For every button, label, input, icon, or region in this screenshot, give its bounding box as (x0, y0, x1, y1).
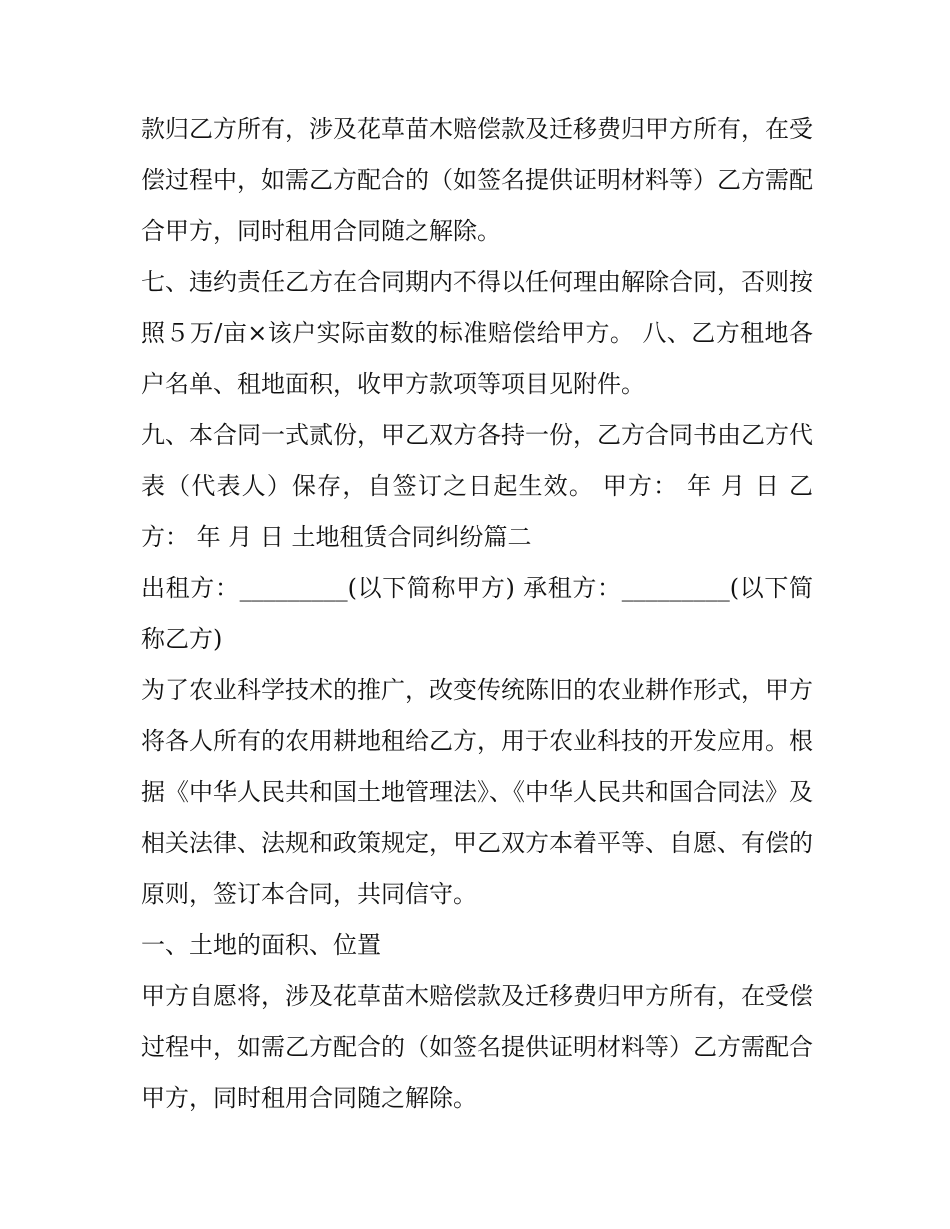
paragraph-preamble: 为了农业科学技术的推广，改变传统陈旧的农业耕作形式，甲方将各人所有的农用耕地租给乙方，用于农业科技的开发应用。根据《中华人民共和国土地管理法》、《中华人民共和国合同法》及相关法律、法规和政策规定，甲乙双方本着平等、自愿、有偿的原则，签订本合同，共同信守。 (141, 676, 813, 908)
paragraph-land-terms: 甲方自愿将，涉及花草苗木赔偿款及迁移费归甲方所有，在受偿过程中，如需乙方配合的（如签名提供证明材料等）乙方需配合甲方，同时租用合同随之解除。 (141, 982, 813, 1112)
paragraph-clause-9-copies: 九、本合同一式贰份，甲乙双方各持一份，乙方合同书由乙方代表（代表人）保存，自签订之日起生效。 甲方： 年 月 日 乙方： 年 月 日 土地租赁合同纠纷篇二 (141, 421, 813, 551)
paragraph-compensation-terms: 款归乙方所有，涉及花草苗木赔偿款及迁移费归甲方所有，在受偿过程中，如需乙方配合的（如签名提供证明材料等）乙方需配合甲方，同时租用合同随之解除。 (141, 115, 813, 245)
document-body (141, 104, 813, 1124)
paragraph-clause-7-breach: 七、违约责任乙方在合同期内不得以任何理由解除合同，否则按照５万/亩×该户实际亩数的标准赔偿给甲方。 八、乙方租地各户名单、租地面积，收甲方款项等项目见附件。 (141, 268, 813, 398)
section-heading-land-area: 一、土地的面积、位置 (141, 931, 381, 959)
paragraph-parties: 出租方：_________(以下简称甲方) 承租方：_________(以下简称乙方) (141, 574, 813, 653)
